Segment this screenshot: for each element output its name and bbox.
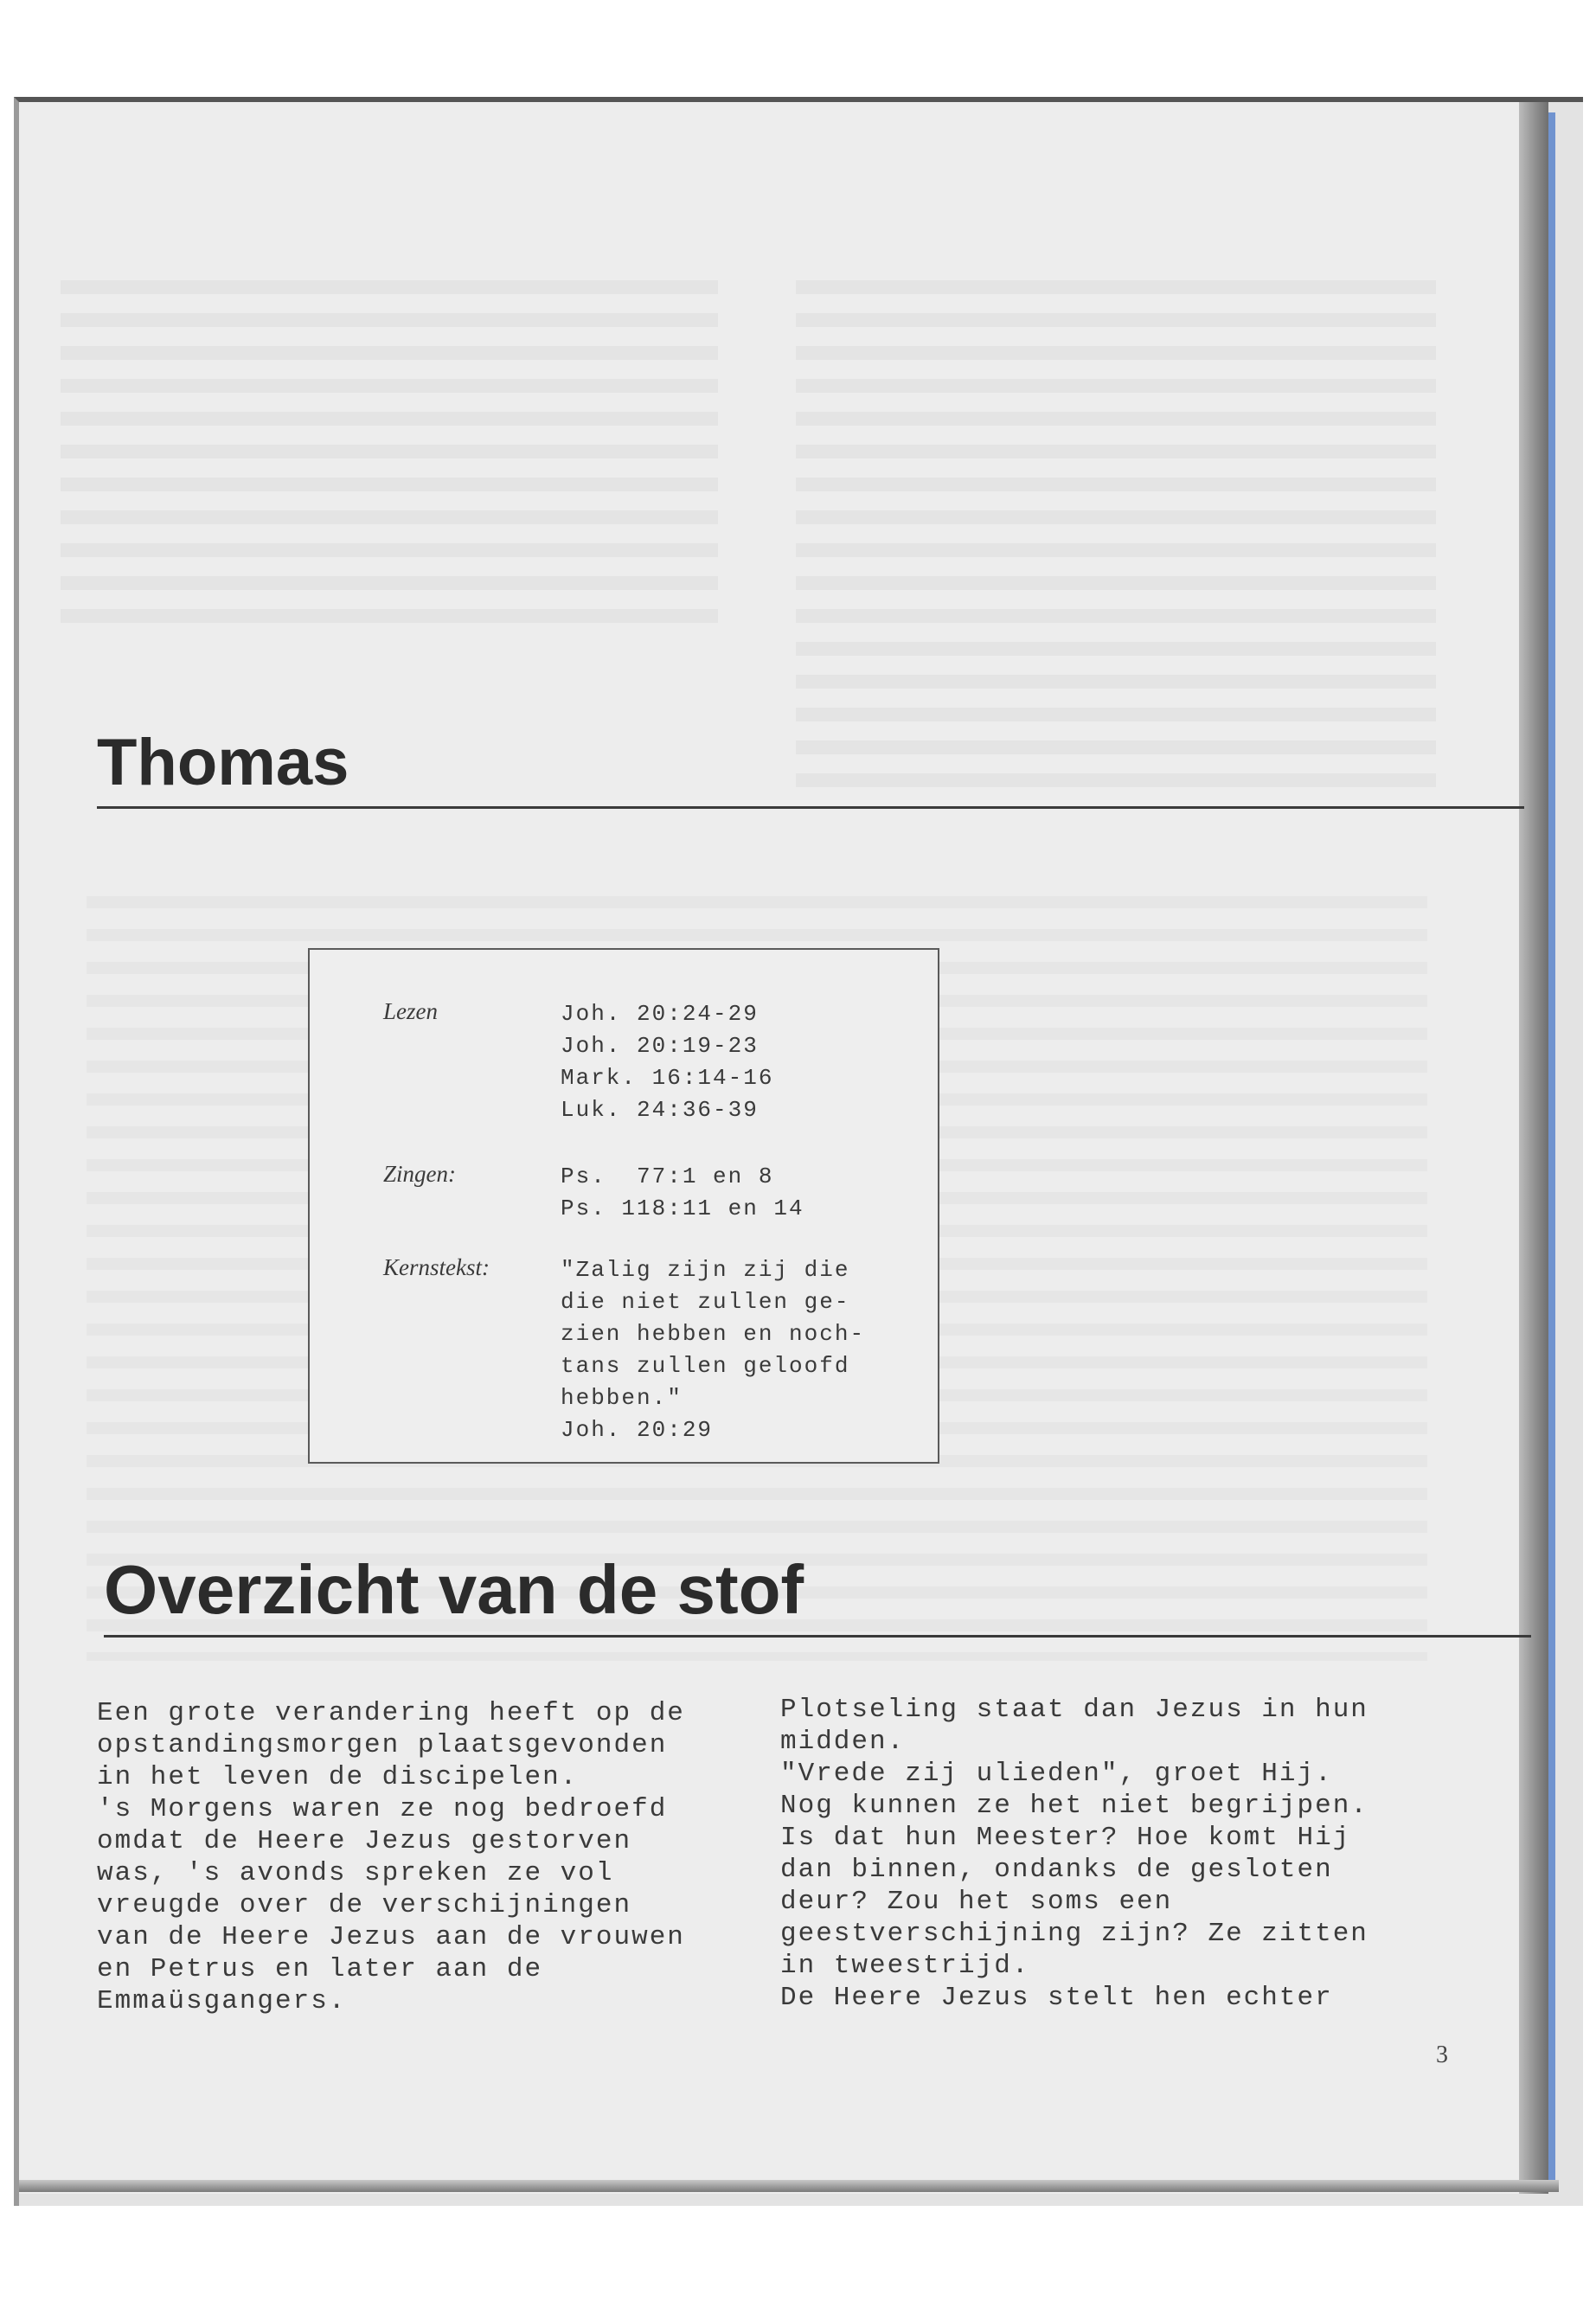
section-rule: [104, 1635, 1531, 1638]
text-line: dan binnen, ondanks de gesloten: [780, 1855, 1333, 1885]
lezen-ref: Joh. 20:24-29: [561, 1001, 759, 1027]
kerntekst-line: die niet zullen ge-: [561, 1289, 850, 1315]
info-box: [308, 948, 939, 1464]
text-line: Plotseling staat dan Jezus in hun: [780, 1695, 1368, 1725]
text-line: en Petrus en later aan de: [97, 1954, 543, 1984]
text-line: midden.: [780, 1727, 906, 1757]
kerntekst-text: [561, 1254, 865, 1446]
binding-edge: [1548, 112, 1555, 2189]
text-line: "Vrede zij ulieden", groet Hij.: [780, 1759, 1333, 1789]
zingen-ref: Ps. 118:11 en 14: [561, 1195, 804, 1221]
right-column: [780, 1694, 1368, 2014]
bleed-through-right: [796, 268, 1436, 787]
kerntekst-line: tans zullen geloofd: [561, 1353, 850, 1379]
kerntekst-label: Kernstekst:: [383, 1254, 490, 1280]
text-line: deur? Zou het soms een: [780, 1887, 1173, 1917]
kerntekst-line: hebben.": [561, 1385, 683, 1411]
text-line: Emmaüsgangers.: [97, 1986, 347, 2016]
page-title: Thomas: [97, 726, 349, 799]
lezen-label: Lezen: [383, 998, 438, 1024]
bleed-through-left: [61, 268, 718, 631]
lezen-ref: Mark. 16:14-16: [561, 1065, 774, 1091]
text-line: Is dat hun Meester? Hoe komt Hij: [780, 1823, 1351, 1853]
text-line: was, 's avonds spreken ze vol: [97, 1858, 614, 1888]
zingen-ref: Ps. 77:1 en 8: [561, 1163, 774, 1189]
text-line: in tweestrijd.: [780, 1951, 1030, 1981]
section-heading: Overzicht van de stof: [104, 1551, 804, 1628]
text-line: omdat de Heere Jezus gestorven: [97, 1826, 632, 1856]
text-line: opstandingsmorgen plaatsgevonden: [97, 1730, 668, 1760]
text-line: vreugde over de verschijningen: [97, 1890, 632, 1920]
left-column: [97, 1697, 685, 2017]
kerntekst-line: zien hebben en noch-: [561, 1321, 866, 1347]
text-line: geestverschijning zijn? Ze zitten: [780, 1919, 1368, 1949]
zingen-refs: [561, 1161, 804, 1225]
text-line: 's Morgens waren ze nog bedroefd: [97, 1794, 668, 1824]
lezen-refs: [561, 998, 773, 1126]
text-line: De Heere Jezus stelt hen echter: [780, 1983, 1333, 2013]
text-line: van de Heere Jezus aan de vrouwen: [97, 1922, 685, 1952]
page-edge: [1519, 102, 1548, 2194]
text-line: in het leven de discipelen.: [97, 1762, 579, 1792]
text-line: Nog kunnen ze het niet begrijpen.: [780, 1791, 1368, 1821]
kerntekst-line: Joh. 20:29: [561, 1417, 714, 1443]
kerntekst-line: "Zalig zijn zij die: [561, 1257, 850, 1283]
title-rule: [97, 806, 1524, 809]
bottom-edge: [19, 2180, 1559, 2192]
text-line: Een grote verandering heeft op de: [97, 1698, 685, 1728]
lezen-ref: Luk. 24:36-39: [561, 1097, 759, 1123]
zingen-label: Zingen:: [383, 1161, 456, 1187]
lezen-ref: Joh. 20:19-23: [561, 1033, 759, 1059]
page-number: 3: [1436, 2041, 1448, 2068]
